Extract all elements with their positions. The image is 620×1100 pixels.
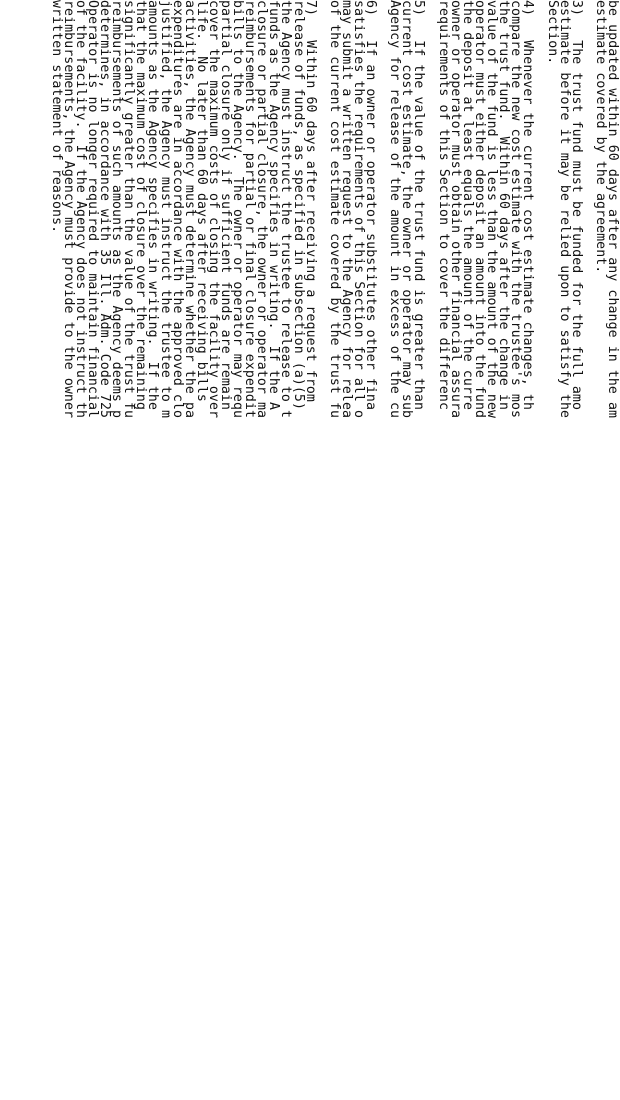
text-line: satisfies the requirements of this Section for all o <box>351 0 367 419</box>
text-line: estimate covered by the agreement. <box>592 0 608 274</box>
paragraph-p3 <box>544 0 584 1100</box>
text-line: be updated within 60 days after any change in the am <box>605 0 620 419</box>
text-line: 7) Within 60 days after receiving a request from <box>302 0 318 402</box>
text-line: reimbursements of such amounts as the Agency deems p <box>109 0 125 419</box>
text-line: funds as the Agency specifies in writing. If the A <box>266 0 282 411</box>
text-line: the Agency must instruct the trustee to release to t <box>278 0 294 419</box>
text-line: written statement of reasons. <box>48 0 64 234</box>
text-line: determines, in accordance with 35 Ill. Adm. Code 725 <box>97 0 113 419</box>
text-line: Agency for release of the amount in excess of the cu <box>387 0 403 419</box>
text-line: Operator is no longer required to maintain financial <box>84 0 100 419</box>
text-line: activities, the Agency must determine whether the pa <box>181 0 197 419</box>
paragraph-p6 <box>326 0 379 1100</box>
text-line: release of funds, as specified in subsection (a)(5) <box>290 0 306 411</box>
text-line: partial closure only if sufficient funds are remain <box>218 0 233 411</box>
text-line: current cost estimate, the owner or operator may sub <box>399 0 415 419</box>
text-line: of the facility. If the Agency does not instruct th <box>72 0 88 419</box>
text-line: owner or operator must obtain other financial assura <box>447 0 463 419</box>
text-line: of the current cost estimate covered by the trust fu <box>326 0 342 419</box>
text-line: life. No later than 60 days after receiving bills <box>193 0 209 402</box>
text-line: expenditures are in accordance with the approved clo <box>169 0 185 419</box>
paragraph-p7 <box>50 0 316 1100</box>
text-line: the deposit at least equals the amount of the curre <box>459 0 475 411</box>
text-line: closure or partial closure, the owner or operator ma <box>254 0 270 419</box>
text-line: estimate before it may be relied upon to satisfy the <box>556 0 572 419</box>
text-line: justified, the Agency must instruct the trustee to m <box>157 0 173 419</box>
text-line: operator must either deposit an amount into the fund <box>471 0 487 419</box>
text-line: 6) If an owner or operator substitutes other fina <box>363 0 379 411</box>
text-line: reimbursements, the Agency must provide to the owner <box>60 0 76 419</box>
text-line: that the maximum cost of closure over the remaining <box>133 0 149 411</box>
text-line: bills to the Agency. The owner or operator may requ <box>230 0 246 419</box>
text-line: compare the new cost estimate with the trustee's mos <box>508 0 524 419</box>
text-line: cover the maximum costs of closing the facility over <box>205 0 221 419</box>
text-line: the trust fund. Within 60 days after the change in <box>496 0 512 411</box>
paragraph-p4 <box>437 0 534 1100</box>
paragraph-gap <box>533 0 545 1100</box>
paragraph-p5 <box>387 0 427 1100</box>
text-line: requirements of this Section to cover the differenc <box>435 0 451 411</box>
text-line: 3) The trust fund must be funded for the full amo <box>568 0 584 411</box>
paragraph-gap <box>425 0 437 1100</box>
text-line: significantly greater than the value of the trust fu <box>121 0 137 419</box>
text-line: amounts as the Agency specifies in writing. If the <box>145 0 161 411</box>
text-line: reimbursements for partial or final closure expendit <box>242 0 258 419</box>
paragraph-intro <box>594 0 618 1100</box>
text-line: may submit a written request to the Agency for relea <box>338 0 354 419</box>
text-line: 4) Whenever the current cost estimate changes, th <box>520 0 536 411</box>
text-line: 5) If the value of the trust fund is greater than <box>411 0 427 411</box>
text-line: value of the fund is less than the amount of the new <box>484 0 500 419</box>
text-line: Section. <box>544 0 560 65</box>
